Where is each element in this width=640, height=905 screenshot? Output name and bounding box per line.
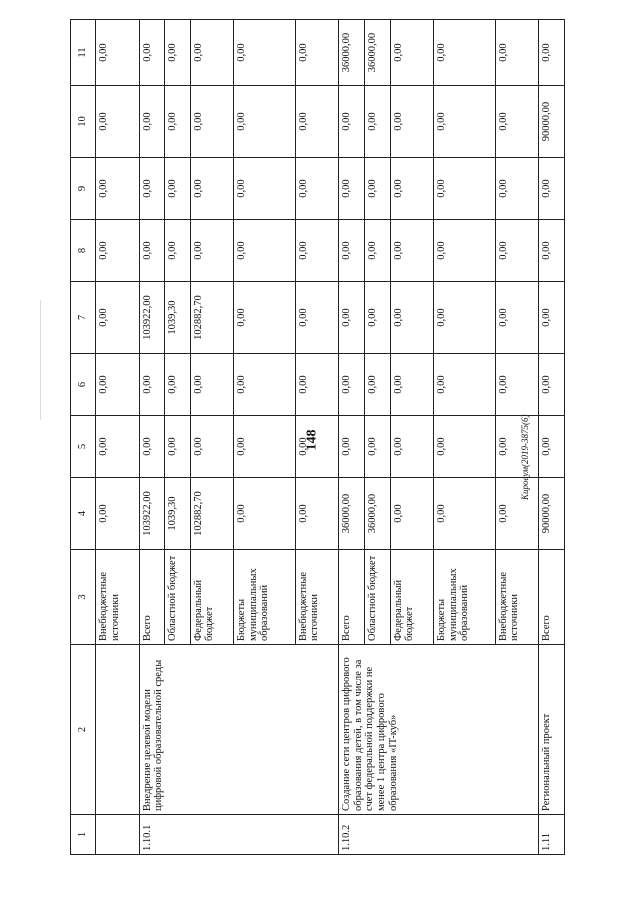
amount-cell: 0,00 (295, 158, 339, 220)
amount-cell: 0,00 (295, 416, 339, 478)
amount-cell: 0,00 (390, 354, 434, 416)
row-name: Региональный проект (539, 645, 565, 815)
amount-cell: 0,00 (495, 416, 539, 478)
row-code (96, 815, 140, 855)
amount-cell: 0,00 (390, 86, 434, 158)
row-code: 1.11 (539, 815, 565, 855)
amount-cell: 90000,00 (539, 86, 565, 158)
amount-cell: 0,00 (139, 416, 165, 478)
amount-cell: 0,00 (165, 86, 191, 158)
amount-cell: 0,00 (434, 282, 495, 354)
table-row (539, 20, 565, 855)
scan-artifact (40, 300, 41, 420)
amount-cell: 0,00 (190, 20, 234, 86)
funding-source: Федеральный бюджет (390, 550, 434, 645)
amount-cell: 0,00 (434, 416, 495, 478)
amount-cell: 0,00 (96, 20, 140, 86)
amount-cell: 0,00 (539, 416, 565, 478)
column-header: 6 (71, 354, 96, 416)
amount-cell: 36000,00 (365, 478, 391, 550)
amount-cell: 0,00 (365, 220, 391, 282)
amount-cell: 0,00 (365, 86, 391, 158)
row-code: 1.10.1 (139, 815, 339, 855)
amount-cell: 0,00 (434, 478, 495, 550)
amount-cell: 0,00 (339, 220, 365, 282)
amount-cell: 0,00 (390, 416, 434, 478)
funding-source: Бюджеты муниципальных образований (434, 550, 495, 645)
table-row (339, 20, 365, 855)
amount-cell: 0,00 (96, 86, 140, 158)
amount-cell: 0,00 (495, 158, 539, 220)
budget-table (70, 19, 565, 855)
amount-cell: 0,00 (390, 20, 434, 86)
column-header: 3 (71, 550, 96, 645)
amount-cell: 0,00 (295, 478, 339, 550)
amount-cell: 0,00 (165, 220, 191, 282)
funding-source: Внебюджетные источники (96, 550, 140, 645)
amount-cell: 0,00 (339, 158, 365, 220)
amount-cell: 0,00 (139, 86, 165, 158)
amount-cell: 0,00 (139, 354, 165, 416)
amount-cell: 0,00 (539, 354, 565, 416)
column-header: 8 (71, 220, 96, 282)
amount-cell: 0,00 (390, 478, 434, 550)
amount-cell: 0,00 (234, 282, 295, 354)
amount-cell: 0,00 (190, 416, 234, 478)
amount-cell: 0,00 (495, 20, 539, 86)
column-header: 11 (71, 20, 96, 86)
amount-cell: 0,00 (234, 416, 295, 478)
amount-cell: 1039,30 (165, 282, 191, 354)
document-code: Кироеум(2019-3875(6) (520, 414, 530, 500)
funding-source: Внебюджетные источники (495, 550, 539, 645)
amount-cell: 0,00 (190, 220, 234, 282)
amount-cell: 102882,70 (190, 478, 234, 550)
row-name: Создание сети центров цифрового образования детей, в том числе за счет федеральной поддержки не менее 1 центра цифрового образования «IT-куб» (339, 645, 539, 815)
funding-source: Областной бюджет (365, 550, 391, 645)
amount-cell: 0,00 (339, 282, 365, 354)
amount-cell: 36000,00 (365, 20, 391, 86)
amount-cell: 0,00 (495, 282, 539, 354)
amount-cell: 0,00 (96, 478, 140, 550)
amount-cell: 0,00 (339, 86, 365, 158)
amount-cell: 90000,00 (539, 478, 565, 550)
column-header: 7 (71, 282, 96, 354)
amount-cell: 0,00 (495, 478, 539, 550)
amount-cell: 0,00 (96, 158, 140, 220)
amount-cell: 0,00 (390, 220, 434, 282)
amount-cell: 0,00 (339, 354, 365, 416)
header-row (71, 20, 96, 855)
amount-cell: 36000,00 (339, 478, 365, 550)
amount-cell: 0,00 (365, 158, 391, 220)
amount-cell: 0,00 (434, 158, 495, 220)
amount-cell: 103922,00 (139, 282, 165, 354)
amount-cell: 0,00 (295, 220, 339, 282)
amount-cell: 1039,30 (165, 478, 191, 550)
funding-source: Всего (339, 550, 365, 645)
amount-cell: 0,00 (495, 220, 539, 282)
table-row (96, 20, 140, 855)
amount-cell: 0,00 (96, 354, 140, 416)
amount-cell: 0,00 (165, 20, 191, 86)
amount-cell: 0,00 (434, 354, 495, 416)
amount-cell: 0,00 (295, 354, 339, 416)
budget-table-wrapper (70, 20, 565, 855)
amount-cell: 0,00 (165, 416, 191, 478)
amount-cell: 0,00 (234, 220, 295, 282)
amount-cell: 0,00 (295, 282, 339, 354)
amount-cell: 0,00 (190, 158, 234, 220)
funding-source: Всего (139, 550, 165, 645)
amount-cell: 0,00 (139, 158, 165, 220)
column-header: 10 (71, 86, 96, 158)
amount-cell: 103922,00 (139, 478, 165, 550)
amount-cell: 0,00 (365, 416, 391, 478)
amount-cell: 0,00 (434, 220, 495, 282)
amount-cell: 0,00 (234, 158, 295, 220)
column-header: 9 (71, 158, 96, 220)
table-row (139, 20, 165, 855)
amount-cell: 0,00 (295, 86, 339, 158)
amount-cell: 0,00 (165, 158, 191, 220)
funding-source: Бюджеты муниципальных образований (234, 550, 295, 645)
funding-source: Внебюджетные источники (295, 550, 339, 645)
amount-cell: 0,00 (390, 282, 434, 354)
amount-cell: 0,00 (234, 86, 295, 158)
amount-cell: 0,00 (295, 20, 339, 86)
amount-cell: 0,00 (434, 86, 495, 158)
amount-cell: 102882,70 (190, 282, 234, 354)
column-header: 2 (71, 645, 96, 815)
funding-source: Областной бюджет (165, 550, 191, 645)
amount-cell: 0,00 (234, 478, 295, 550)
amount-cell: 0,00 (234, 354, 295, 416)
amount-cell: 0,00 (365, 354, 391, 416)
amount-cell: 0,00 (495, 86, 539, 158)
page-number: 148 (304, 429, 320, 451)
table-body (96, 20, 565, 855)
amount-cell: 0,00 (539, 158, 565, 220)
amount-cell: 0,00 (165, 354, 191, 416)
amount-cell: 0,00 (96, 416, 140, 478)
amount-cell: 0,00 (190, 354, 234, 416)
column-header: 5 (71, 416, 96, 478)
amount-cell: 0,00 (96, 282, 140, 354)
column-header: 4 (71, 478, 96, 550)
amount-cell: 0,00 (190, 86, 234, 158)
funding-source: Всего (539, 550, 565, 645)
amount-cell: 0,00 (539, 220, 565, 282)
amount-cell: 0,00 (365, 282, 391, 354)
amount-cell: 0,00 (539, 282, 565, 354)
amount-cell: 0,00 (96, 220, 140, 282)
amount-cell: 36000,00 (339, 20, 365, 86)
amount-cell: 0,00 (539, 20, 565, 86)
row-name: Внедрение целевой модели цифровой образовательной среды (139, 645, 339, 815)
column-header: 1 (71, 815, 96, 855)
amount-cell: 0,00 (390, 158, 434, 220)
amount-cell: 0,00 (339, 416, 365, 478)
amount-cell: 0,00 (139, 20, 165, 86)
row-name (96, 645, 140, 815)
amount-cell: 0,00 (434, 20, 495, 86)
amount-cell: 0,00 (495, 354, 539, 416)
amount-cell: 0,00 (139, 220, 165, 282)
row-code: 1.10.2 (339, 815, 539, 855)
funding-source: Федеральный бюджет (190, 550, 234, 645)
amount-cell: 0,00 (234, 20, 295, 86)
